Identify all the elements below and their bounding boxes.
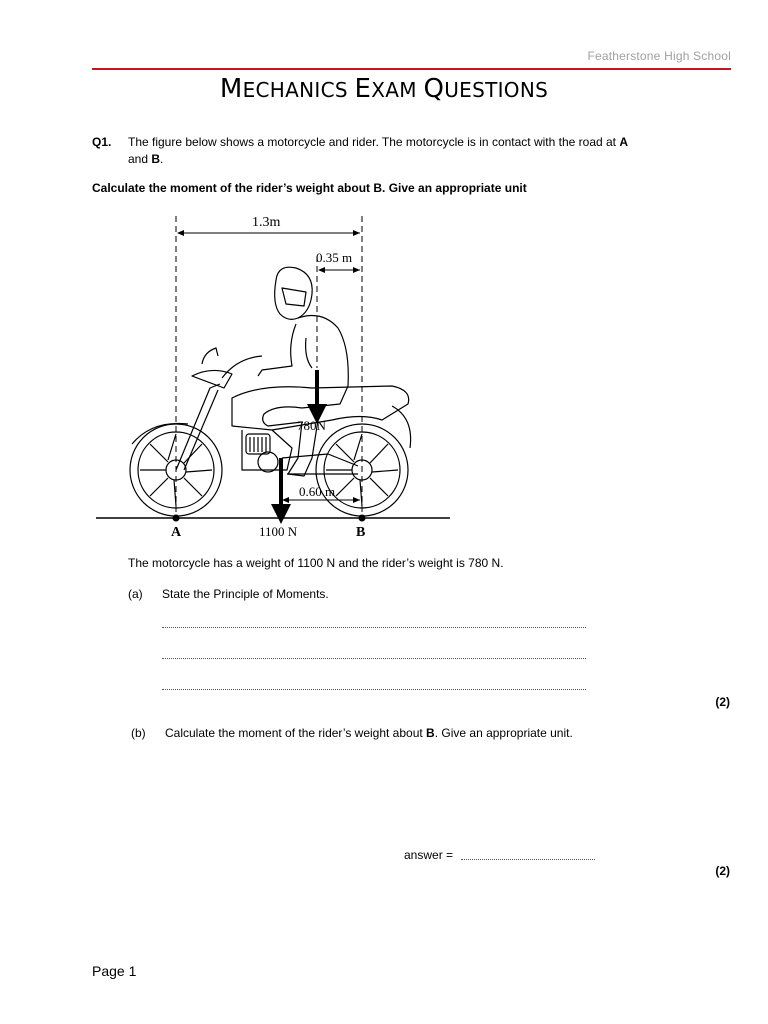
intro-text-a: The figure below shows a motorcycle and rider. The motorcycle is in contact with the road at xyxy=(128,135,620,149)
title-cap-3: Q xyxy=(423,74,445,104)
header-rule xyxy=(92,68,731,70)
dimension-rider-b-label: 0.35 m xyxy=(316,250,353,265)
part-b-label: (b) xyxy=(131,726,146,740)
intro-point-a: A xyxy=(619,135,629,149)
answer-field[interactable] xyxy=(461,859,595,860)
title-rest-1: ECHANICS xyxy=(242,78,355,102)
answer-label: answer = xyxy=(404,848,454,862)
title-cap-2: E xyxy=(354,74,372,104)
part-a-marks: (2) xyxy=(715,695,730,709)
question-number: Q1. xyxy=(92,135,112,149)
intro-point-b: B xyxy=(151,152,161,166)
answer-line-2[interactable] xyxy=(162,658,586,659)
page-title xyxy=(0,74,768,104)
answer-line-1[interactable] xyxy=(162,627,586,628)
part-b-marks: (2) xyxy=(715,864,730,878)
part-a-text: State the Principle of Moments. xyxy=(162,587,329,601)
point-b-label: B xyxy=(356,525,366,540)
intro-end: . xyxy=(160,152,164,166)
motorcycle-diagram xyxy=(92,208,462,548)
part-b-text xyxy=(165,725,573,742)
weights-statement: The motorcycle has a weight of 1100 N and the rider’s weight is 780 N. xyxy=(128,556,504,570)
title-cap-1: M xyxy=(219,74,243,104)
contact-point-a xyxy=(173,515,180,522)
dimension-bike-b-label: 0.60 m xyxy=(299,484,336,499)
part-b-text-after: . Give an appropriate unit. xyxy=(434,726,573,740)
question-instruction: Calculate the moment of the rider’s weight about B. Give an appropriate unit xyxy=(92,181,527,195)
title-rest-3: UESTIONS xyxy=(444,78,549,102)
part-a-label: (a) xyxy=(128,587,143,601)
motorcycle-body xyxy=(132,348,411,474)
part-b-text-before: Calculate the moment of the rider’s weight about xyxy=(165,726,427,740)
page-number: Page 1 xyxy=(92,963,137,979)
school-name: Featherstone High School xyxy=(587,49,731,63)
rider-weight-label: 780N xyxy=(297,418,326,433)
rider-figure xyxy=(258,267,348,476)
question-intro xyxy=(128,134,698,168)
contact-point-b xyxy=(359,515,366,522)
part-b-point: B xyxy=(426,726,435,740)
point-a-label: A xyxy=(171,525,182,540)
intro-text-b: and xyxy=(128,152,152,166)
title-rest-2: XAM xyxy=(371,78,424,102)
dimension-ab-label: 1.3m xyxy=(252,215,281,230)
answer-line-3[interactable] xyxy=(162,689,586,690)
bike-weight-label: 1100 N xyxy=(259,524,298,539)
